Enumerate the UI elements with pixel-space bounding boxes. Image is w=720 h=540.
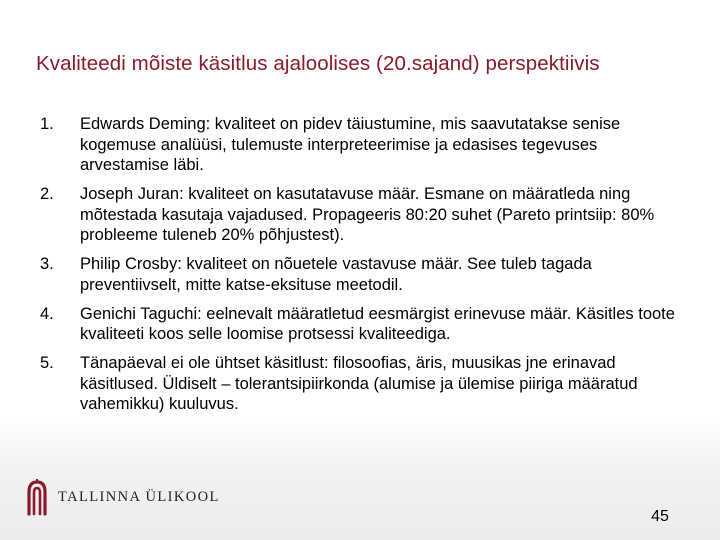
item-number: 3.: [40, 255, 54, 273]
logo-text: TALLINNA ÜLIKOOL: [58, 488, 220, 505]
list-item: [40, 114, 680, 176]
list-item: [40, 184, 680, 246]
item-text: Edwards Deming: kvaliteet on pidev täiustumine, mis saavutatakse senise kogemuse analüüsi, tulemuste interpreteerimise ja edasises tegevuses arvestamise läbi.: [80, 115, 621, 174]
item-number: 5.: [40, 354, 54, 372]
page-number: 45: [651, 508, 669, 525]
slide-title: Kvaliteedi mõiste käsitlus ajaloolises (20.sajand) perspektiivis: [36, 52, 600, 75]
list-item: [40, 254, 680, 295]
item-list: [40, 114, 680, 423]
item-number: 4.: [40, 304, 54, 323]
item-number: 2.: [40, 185, 54, 203]
tallinn-university-logo-icon: [26, 478, 48, 516]
item-text: Philip Crosby: kvaliteet on nõuetele vastavuse määr. See tuleb tagada preventiivselt, mitte katse-eksituse meetodil.: [80, 255, 592, 294]
list-item: [40, 304, 680, 345]
item-text: Tänapäeval ei ole ühtset käsitlust: filosoofias, äris, muusikas jne erinavad käsitlused. Üldiselt – tolerantsipiirkonda (alumise ja ülemise piiriga määratud vahemikku) kuuluvus.: [80, 354, 638, 413]
item-text: Genichi Taguchi: eelnevalt määratletud eesmärgist erinevuse määr. Käsitles toote kvaliteeti koos selle loomise protsessi kvaliteediga.: [80, 304, 675, 343]
item-number: 1.: [40, 115, 54, 133]
item-text: Joseph Juran: kvaliteet on kasutatavuse määr. Esmane on määratleda ning mõtestada kasutaja vajadused. Propageeris 80:20 suhet (Pareto printsiip: 80% probleeme tuleneb 20% põhjustest).: [80, 185, 655, 244]
university-logo: [26, 478, 220, 516]
list-item: [40, 353, 680, 415]
